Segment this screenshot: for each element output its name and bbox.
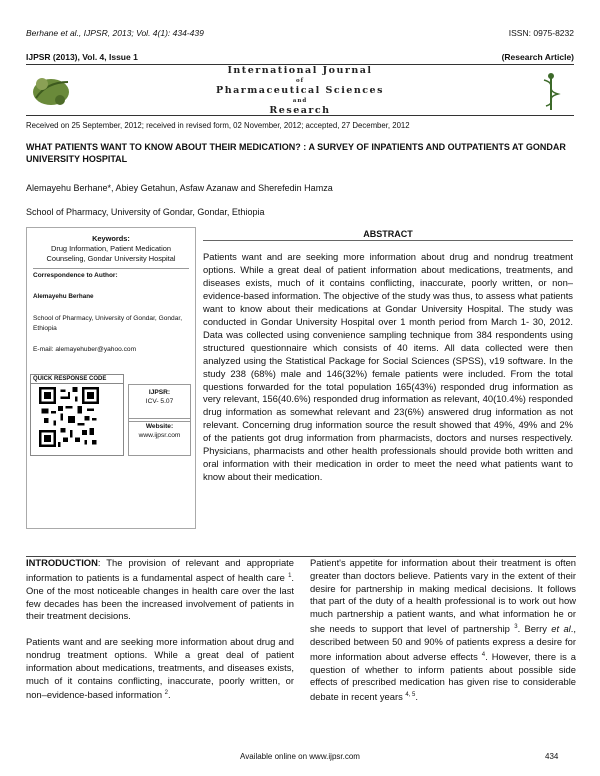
intro-p1-cont: . One of the most noticeable changes in health care over the last few decades has been the increased involvement of patients in their treatment decisions. xyxy=(26,571,295,622)
header-rule-bottom xyxy=(26,115,574,116)
c2-text-a: Patient's appetite for information about their treatment is often greater than doctors believe. Patients vary in the extent of their desire for partnership in making medical decisions. It follows that part of the duty of a health professional is to work out how much partnership a patient wants, and what information he or she needs to support that level of partnership xyxy=(310,557,576,635)
intro-paragraph-2 xyxy=(26,636,294,702)
ipsr-value: ICV- 5.07 xyxy=(145,398,174,405)
intro-paragraph-1 xyxy=(26,557,294,623)
correspondence-address: School of Pharmacy, University of Gondar, Gondar, Ethiopia xyxy=(33,315,183,332)
keywords: Drug Information, Patient Medication Counseling, Gondar University Hospital xyxy=(46,244,176,263)
ref-2: 2 xyxy=(164,690,168,697)
correspondence-name: Alemayehu Berhane xyxy=(33,293,94,300)
volume-issue: IJPSR (2013), Vol. 4, Issue 1 xyxy=(26,52,138,62)
correspondence-heading: Correspondence to Author: xyxy=(33,268,189,279)
citation: Berhane et al., IJPSR, 2013; Vol. 4(1): 434-439 xyxy=(26,28,204,38)
website-value[interactable]: www.ijpsr.com xyxy=(138,432,181,439)
abstract-text: Patients want and are seeking more information about drug and nondrug treatment options. While a great deal of patient information about medications, treatments, and diseases exists, much of it contains conflicting, inaccurate, poorly written, or non–evidence-based information. The objective of the study was thus, to assess what patients want to know about their medications at Gondar University Hospital. The study was conducted in Gondar University Hospital over 1 month period from March 1- 30, 2012. Data was collected using convenience sampling technique from 384 respondents using structured questionnaire which consists of 40 items. All data collected were then analyzed using the Statistical Package for Social Sciences (SPSS), v19 software. In the study 238 (68%) male and 146(32%) female patients were included. From the total questions forwarded for the total population 165(43%) responded drug information as very relevant, 156(40.6%) responded drug information as relevant, 40(10.4%) responded drug information as somewhat relevant and 23(6%) answered drug information as not relevant. Concerning drug information source the result showed that 49%, 49% and 2% of the patients got drug information from pharmacists, doctors and nurses respectively. Physicians, pharmacists and other health professionals should provide both written and oral information with their medication in order to meet the need what patients want to know about their medication. xyxy=(203,251,573,483)
article-type: (Research Article) xyxy=(501,52,574,62)
article-title: WHAT PATIENTS WANT TO KNOW ABOUT THEIR MEDICATION? : A SURVEY OF INPATIENTS AND OUTPATIENTS AT GONDAR UNIVERSITY HOSPITAL xyxy=(26,142,566,164)
ref-4: 4 xyxy=(481,651,486,658)
intro-heading: INTRODUCTION xyxy=(26,557,98,568)
journal-masthead xyxy=(180,66,420,116)
qr-code-icon xyxy=(39,387,99,447)
ref-3: 3 xyxy=(514,623,518,630)
masthead-line2: of xyxy=(295,78,305,84)
authors: Alemayehu Berhane*, Abiey Getahun, Asfaw Azanaw and Sherefedin Hamza xyxy=(26,183,333,193)
keywords-heading: Keywords: xyxy=(92,234,130,243)
c2-text-c: ., described between 50 and 90% of patients express a desire for more information about adverse effects xyxy=(310,623,576,662)
page-number: 434 xyxy=(545,752,559,761)
issn: ISSN: 0975-8232 xyxy=(508,28,574,38)
footer-availability: Available online on www.ijpsr.com xyxy=(240,752,360,761)
masthead-line5: Research xyxy=(269,105,331,116)
received-dates: Received on 25 September, 2012; received in revised form, 02 November, 2012; accepted, 27 December, 2012 xyxy=(26,121,410,130)
c2-text-b: . Berry xyxy=(517,623,552,635)
ipsr-box xyxy=(128,384,191,422)
abstract-rule xyxy=(203,240,573,241)
ref-4-5: 4, 5 xyxy=(405,692,416,699)
masthead-line3: Pharmaceutical Sciences xyxy=(216,85,384,96)
c2-text-end: . xyxy=(415,691,419,703)
ref-1: 1 xyxy=(288,572,292,579)
qr-code-label: QUICK RESPONSE CODE xyxy=(31,375,123,384)
correspondence-email: E-mail: alemayehuber@yahoo.com xyxy=(33,346,137,353)
journal-logo-leaf-icon xyxy=(30,70,72,110)
masthead-line1: International Journal xyxy=(227,65,373,76)
intro-paragraph-3 xyxy=(310,557,576,704)
running-head xyxy=(26,28,574,40)
abstract-heading: ABSTRACT xyxy=(363,229,413,239)
caduceus-icon xyxy=(540,72,562,112)
intro-p1-text: : The provision of relevant and appropriate information to patients is a fundamental aspect of health care xyxy=(26,557,294,583)
intro-p2-end: . xyxy=(167,689,171,701)
intro-p2-text: Patients want and are seeking more information about drug and nondrug treatment options. While a great deal of patient information about medications, treatments, and diseases exists, much of it contains conflicting, inaccurate, poorly written, or non–evidence-based information xyxy=(26,636,294,701)
c2-text-d: . However, there is a question of whether to inform patients about possible side effects of prescribed medication has given rise to considerable debate in recent years xyxy=(310,650,576,703)
affiliation: School of Pharmacy, University of Gondar, Gondar, Ethiopia xyxy=(26,207,265,217)
website-heading: Website: xyxy=(145,423,174,430)
qr-code-box xyxy=(30,374,124,456)
journal-line xyxy=(26,52,574,64)
body-column-right xyxy=(310,557,576,704)
website-box xyxy=(128,418,191,456)
masthead-line4: and xyxy=(292,98,308,104)
c2-et-al: et al xyxy=(551,623,571,635)
ipsr-heading: IJPSR: xyxy=(148,389,171,396)
body-column-left xyxy=(26,557,294,702)
